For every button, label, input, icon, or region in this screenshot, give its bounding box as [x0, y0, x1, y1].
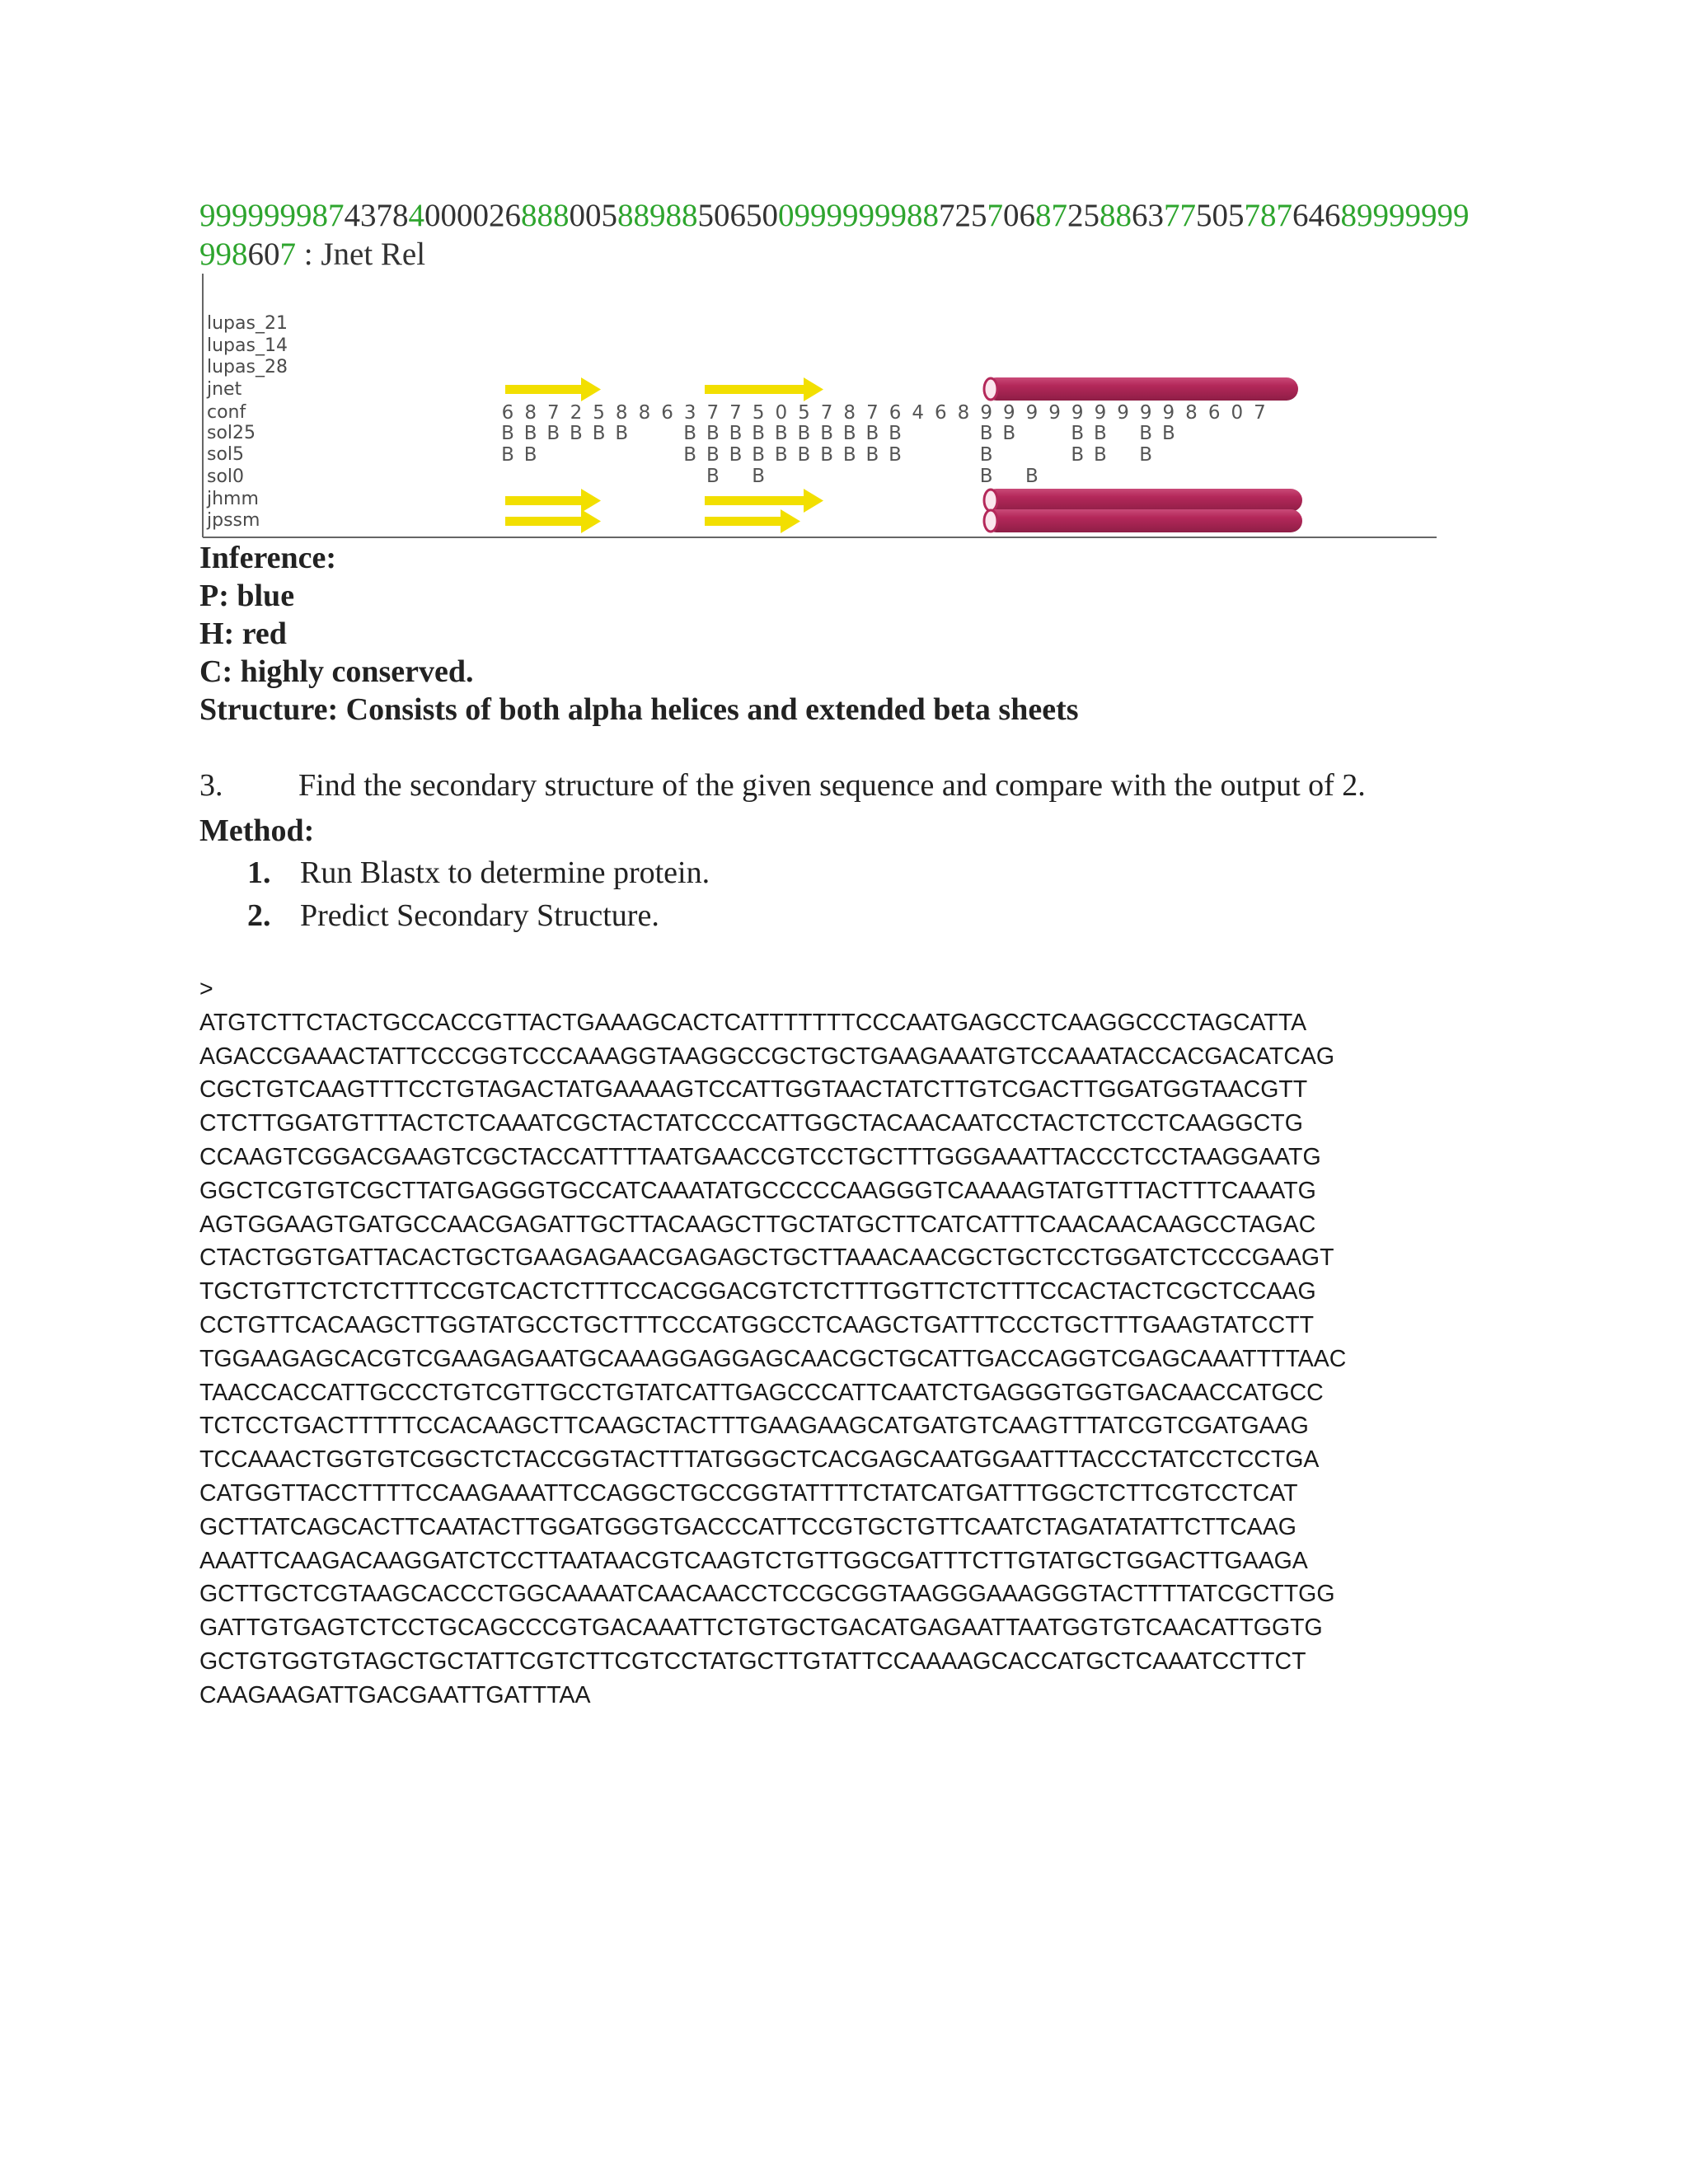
inference-heading: Inference: — [199, 541, 337, 575]
jnet-rel-digits: 4 — [408, 198, 424, 233]
sol-rows — [501, 423, 1175, 487]
sol-buried-mark: B — [523, 444, 537, 466]
conf-digit: 9 — [980, 402, 992, 424]
jnet-rel-digits: 63 — [1132, 198, 1164, 233]
sol-buried-mark: B — [889, 423, 902, 444]
row-label-lupas_28: lupas_28 — [207, 357, 288, 377]
conf-digit: 4 — [912, 402, 925, 424]
row-labels — [206, 313, 288, 531]
jnet-rel-line-1 — [199, 196, 1502, 235]
secondary-structure-figure — [200, 274, 1441, 540]
sol-buried-mark: B — [1071, 423, 1085, 444]
dna-sequence — [199, 972, 1346, 1713]
sol-buried-mark: B — [820, 444, 833, 466]
conf-digit: 2 — [570, 402, 583, 424]
conf-digit: 0 — [1231, 402, 1244, 424]
sol-buried-mark: B — [752, 444, 766, 466]
jnet-rel-digits: 88 — [1100, 198, 1132, 233]
conf-digit: 5 — [593, 402, 605, 424]
sequence-line: CCAAGTCGGACGAAGTCGCTACCATTTTAATGAACCGTCCTGCTTTGGGAAATTACCCTCCTAAGGAATG — [199, 1143, 1321, 1170]
conf-digit: 5 — [798, 402, 810, 424]
sequence-line: AAATTCAAGACAAGGATCTCCTTAATAACGTCAAGTCTGTTGGCGATTTCTTGTATGCTGGACTTGAAGA — [199, 1547, 1308, 1574]
sol-buried-mark: B — [752, 423, 766, 444]
conf-digit: 8 — [957, 402, 970, 424]
conf-digit: 5 — [752, 402, 765, 424]
sol-buried-mark: B — [752, 466, 766, 487]
sol-buried-mark: B — [865, 444, 879, 466]
sol-buried-mark: B — [523, 423, 537, 444]
sol-buried-mark: B — [615, 423, 629, 444]
jnet-rel-digits: 999999987 — [199, 198, 345, 233]
sequence-line: GCTTGCTCGTAAGCACCCTGGCAAAATCAACAACCTCCGCGGTAAGGGAAAGGGTACTTTTATCGCTTGG — [199, 1581, 1335, 1608]
question-3 — [199, 766, 1366, 804]
sol-buried-mark: B — [592, 423, 606, 444]
sol-buried-mark: B — [570, 423, 583, 444]
conf-digit: 7 — [820, 402, 833, 424]
row-label-jnet: jnet — [207, 379, 242, 400]
conf-digit: 8 — [524, 402, 537, 424]
conf-digit: 9 — [1002, 402, 1015, 424]
conf-digit: 7 — [729, 402, 742, 424]
sol-buried-mark: B — [1002, 423, 1016, 444]
sol-buried-mark: B — [1071, 444, 1085, 466]
jpssm-strand-1 — [505, 509, 601, 533]
method-step: 1. Run Blastx to determine protein. — [199, 851, 710, 894]
sequence-line: GGCTCGTGTCGCTTATGAGGGTGCCATCAAATATGCCCCCAAGGGTCAAAAGTATGTTTACTTTCAAATG — [199, 1177, 1316, 1204]
jnet-strand-2 — [705, 377, 823, 401]
sol-buried-mark: B — [1139, 444, 1153, 466]
sequence-line: GATTGTGAGTCTCCTGCAGCCCGTGACAAATTCTGTGCTGACATGAGAATTAATGGTGTCAACATTGGTG — [199, 1615, 1323, 1642]
conf-digit: 9 — [1071, 402, 1084, 424]
sequence-line: CAAGAAGATTGACGAATTGATTTAA — [199, 1681, 591, 1708]
sol-buried-mark: B — [546, 423, 560, 444]
jhmm-strand-1 — [505, 489, 601, 513]
sol-buried-mark: B — [501, 423, 514, 444]
sequence-line: GCTTATCAGCACTTCAATACTTGGATGGGTGACCCATTCCGTGCTGTTCAATCTAGATATATTCTTCAAG — [199, 1513, 1296, 1540]
jnet-rel-digits: 87 — [1035, 198, 1067, 233]
sequence-line: TCCAAACTGGTGTCGGCTCTACCGGTACTTTATGGGCTCACGAGCAATGGAATTTACCCTATCCTCCTGA — [199, 1446, 1320, 1474]
jnet-rel-digits: : Jnet Rel — [296, 237, 426, 272]
inference-h: H: red — [199, 616, 287, 651]
inference-p: P: blue — [199, 579, 295, 613]
conf-digit: 8 — [843, 402, 856, 424]
jnet-rel-digits: 77 — [1164, 198, 1196, 233]
conf-digit: 7 — [546, 402, 560, 424]
jhmm-helix — [984, 489, 1302, 512]
sol-buried-mark: B — [1094, 423, 1107, 444]
method-steps — [199, 851, 710, 937]
conf-digit: 8 — [638, 402, 651, 424]
jnet-rel-digits: 998 — [199, 237, 248, 272]
conf-digit: 7 — [866, 402, 879, 424]
sol-buried-mark: B — [683, 423, 697, 444]
sequence-line: TAACCACCATTGCCCTGTCGTTGCCTGTATCATTGAGCCCATTCAATCTGAGGGTGGTGACAACCATGCC — [199, 1379, 1324, 1406]
conf-digit: 6 — [501, 402, 514, 424]
sol-buried-mark: B — [774, 423, 788, 444]
sol-buried-mark: B — [979, 466, 993, 487]
sol-buried-mark: B — [1025, 466, 1039, 487]
sol-buried-mark: B — [683, 444, 697, 466]
conf-digit: 9 — [1025, 402, 1039, 424]
jnet-rel-digits: 646 — [1292, 198, 1341, 233]
jnet-rel-digits: 60 — [247, 237, 280, 272]
sol-buried-mark: B — [706, 444, 720, 466]
jnet-rel-digits: 888 — [521, 198, 570, 233]
row-label-sol25: sol25 — [207, 423, 256, 443]
conf-digit: 9 — [1139, 402, 1152, 424]
sol-buried-mark: B — [889, 444, 902, 466]
jnet-rel-digits: 7 — [279, 237, 296, 272]
sequence-header: > — [199, 976, 213, 1002]
row-label-lupas_21: lupas_21 — [207, 313, 288, 334]
sol-buried-mark: B — [706, 466, 720, 487]
jhmm-strand-2 — [705, 489, 823, 513]
row-label-lupas_14: lupas_14 — [207, 335, 288, 356]
sequence-line: AGTGGAAGTGATGCCAACGAGATTGCTTACAAGCTTGCTATGCTTCATCATTTCAACAACAAGCCTAGAC — [199, 1211, 1316, 1238]
conf-digit: 8 — [615, 402, 628, 424]
sol-buried-mark: B — [501, 444, 514, 466]
conf-digit: 9 — [1094, 402, 1107, 424]
jnet-rel-digits: 0999999988 — [778, 198, 939, 233]
jnet-rel-digits: 4378 — [344, 198, 409, 233]
conf-digit: 6 — [889, 402, 902, 424]
conf-digit: 9 — [1048, 402, 1061, 424]
row-label-jpssm: jpssm — [207, 510, 260, 531]
conf-digit: 9 — [1117, 402, 1129, 424]
method-heading: Method: — [199, 813, 315, 848]
question-3-number: 3. — [199, 768, 223, 803]
sequence-line: TGGAAGAGCACGTCGAAGAGAATGCAAAGGAGGAGCAACGCTGCATTGACCAGGTCGAGCAAATTTTAAC — [199, 1345, 1347, 1372]
conf-digit: 6 — [935, 402, 947, 424]
sol-buried-mark: B — [979, 444, 993, 466]
sol-buried-mark: B — [797, 444, 811, 466]
sol-buried-mark: B — [729, 444, 743, 466]
sequence-line: CCTGTTCACAAGCTTGGTATGCCTGCTTTCCCATGGCCTCAAGCTGATTTCCCTGCTTTGAAGTATCCTT — [199, 1311, 1315, 1338]
sol-buried-mark: B — [797, 423, 811, 444]
question-3-text: Find the secondary structure of the given sequence and compare with the output of 2. — [298, 768, 1366, 803]
row-label-conf: conf — [207, 402, 246, 423]
jnet-rel-digits: 25 — [1067, 198, 1100, 233]
sol-buried-mark: B — [706, 423, 720, 444]
jnet-rel-digits: 787 — [1244, 198, 1292, 233]
jnet-rel-digits: 7 — [987, 198, 1003, 233]
conf-digit: 9 — [1162, 402, 1175, 424]
method-step-text: Predict Secondary Structure. — [300, 898, 659, 933]
row-label-sol5: sol5 — [207, 444, 245, 465]
method-step: 2. Predict Secondary Structure. — [199, 894, 710, 937]
conf-digit: 6 — [1207, 402, 1221, 424]
jnet-rel-digits: 505 — [1196, 198, 1245, 233]
row-label-sol0: sol0 — [207, 466, 245, 487]
sequence-line: CTCTTGGATGTTTACTCTCAAATCGCTACTATCCCCATTGGCTACAACAATCCTACTCTCCTCAAGGCTG — [199, 1110, 1303, 1137]
sequence-line: TCTCCTGACTTTTTCCACAAGCTTCAAGCTACTTTGAAGAAGCATGATGTCAAGTTTATCGTCGATGAAG — [199, 1413, 1309, 1440]
inference-structure: Structure: Consists of both alpha helices and extended beta sheets — [199, 692, 1079, 727]
jnet-helix — [984, 377, 1298, 401]
sol-buried-mark: B — [979, 423, 993, 444]
conf-digit: 7 — [1254, 402, 1266, 424]
method-step-text: Run Blastx to determine protein. — [300, 855, 710, 890]
row-label-jhmm: jhmm — [207, 489, 259, 509]
sol-buried-mark: B — [1139, 423, 1153, 444]
sol-buried-mark: B — [1094, 444, 1107, 466]
sequence-line: CATGGTTACCTTTTCCAAGAAATTCCAGGCTGCCGGTATTTTCTATCATGATTTGGCTCTTCGTCCTCAT — [199, 1479, 1298, 1507]
sequence-line: ATGTCTTCTACTGCCACCGTTACTGAAAGCACTCATTTTTTTCCCAATGAGCCTCAAGGCCCTAGCATTA — [199, 1009, 1307, 1036]
conf-digit: 6 — [661, 402, 673, 424]
sol-buried-mark: B — [774, 444, 788, 466]
jnet-rel-digits: 50650 — [697, 198, 778, 233]
sol-buried-mark: B — [1161, 423, 1175, 444]
sol-buried-mark: B — [865, 423, 879, 444]
jnet-rel-digits: 725 — [939, 198, 987, 233]
jpssm-strand-2 — [705, 509, 800, 533]
conf-digit: 0 — [775, 402, 788, 424]
conf-row — [502, 402, 1266, 424]
conf-digit: 7 — [706, 402, 720, 424]
inference-c: C: highly conserved. — [199, 654, 474, 689]
sol-buried-mark: B — [820, 423, 833, 444]
conf-digit: 3 — [683, 402, 696, 424]
jnet-rel-digits: 000026 — [424, 198, 521, 233]
conf-digit: 8 — [1185, 402, 1198, 424]
jnet-rel-digits: 06 — [1003, 198, 1035, 233]
sequence-line: TGCTGTTCTCTCTTTCCGTCACTCTTTCCACGGACGTCTCTTTGGTTCTCTTTCCACTACTCGCTCCAAG — [199, 1278, 1316, 1305]
jnet-strand-1 — [505, 377, 601, 401]
sequence-line: AGACCGAAACTATTCCCGGTCCCAAAGGTAAGGCCGCTGCTGAAGAAATGTCCAAATACCACGACATCAG — [199, 1043, 1335, 1070]
sol-buried-mark: B — [842, 444, 856, 466]
jpssm-helix — [984, 509, 1302, 532]
sequence-line: GCTGTGGTGTAGCTGCTATTCGTCTTCGTCCTATGCTTGTATTCCAAAAGCACCATGCTCAAATCCTTCT — [199, 1647, 1306, 1675]
sequence-line: CGCTGTCAAGTTTCCTGTAGACTATGAAAAGTCCATTGGTAACTATCTTGTCGACTTGGATGGTAACGTT — [199, 1076, 1308, 1104]
sequence-line: CTACTGGTGATTACACTGCTGAAGAGAACGAGAGCTGCTTAAACAACGCTGCTCCTGGATCTCCCGAAGT — [199, 1244, 1334, 1272]
jnet-rel-line-2 — [199, 235, 1502, 274]
jnet-rel-digits: 89999999 — [1340, 198, 1470, 233]
sol-buried-mark: B — [729, 423, 743, 444]
jnet-rel-digits: 88988 — [617, 198, 698, 233]
jnet-rel-digits: 005 — [569, 198, 617, 233]
sol-buried-mark: B — [842, 423, 856, 444]
